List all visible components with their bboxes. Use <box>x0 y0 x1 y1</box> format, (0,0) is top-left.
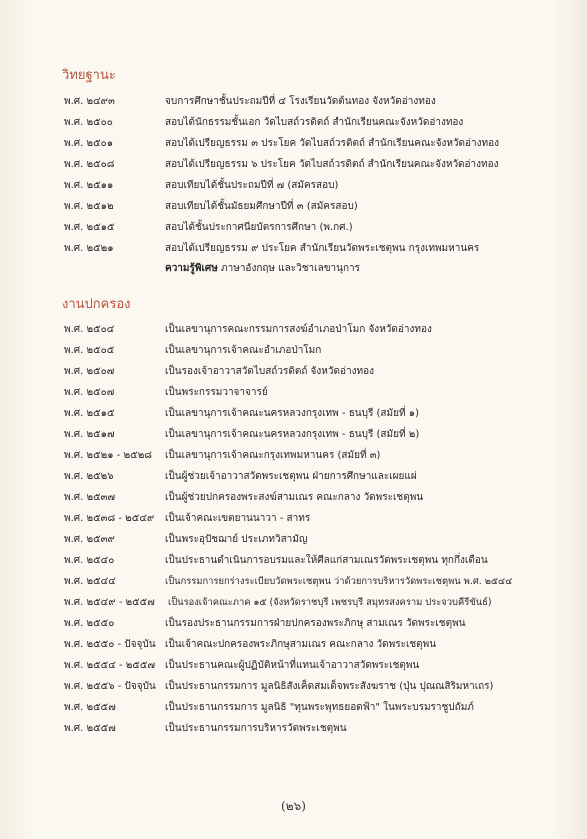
list-item <box>64 572 575 592</box>
page-number: (๒๖) <box>281 799 306 813</box>
year-label: พ.ศ. ๒๕๕๐ <box>64 618 115 629</box>
item-description: สอบเทียบได้ชั้นมัธยมศึกษาปีที่ ๓ (สมัครสอบ) <box>165 201 358 212</box>
item-description: เป็นพระกรรมวาจาจารย์ <box>165 387 268 398</box>
section-title-administration: งานปกครอง <box>62 297 131 312</box>
list-item <box>64 362 575 382</box>
item-description: เป็นผู้ช่วยเจ้าอาวาสวัดพระเชตุพน ฝ่ายการศึกษาและเผยแผ่ <box>165 471 417 482</box>
list-item <box>64 635 575 655</box>
list-item <box>64 320 575 340</box>
item-description: สอบได้เปรียญธรรม ๖ ประโยค วัดไบสถ์วรดิตถ์ สำนักเรียนคณะจังหวัดอ่างทอง <box>165 159 499 170</box>
item-description: เป็นพระอุปัชฌาย์ ประเภทวิสามัญ <box>165 534 308 545</box>
item-description: เป็นเลขานุการเจ้าคณะกรุงเทพมหานคร (สมัยที่ ๓) <box>165 450 381 461</box>
item-description: เป็นเลขานุการคณะกรรมการสงฆ์อำเภอป่าโมก จังหวัดอ่างทอง <box>165 324 432 335</box>
list-item <box>64 218 575 238</box>
item-description: เป็นเจ้าคณะเขตยานนาวา - สาทร <box>165 513 311 524</box>
item-description: เป็นประธานคณะผู้ปฏิบัติหน้าที่แทนเจ้าอาวาสวัดพระเชตุพน <box>165 660 420 671</box>
year-label: พ.ศ. ๒๕๑๗ <box>64 429 115 440</box>
list-item <box>64 113 575 133</box>
year-label: พ.ศ. ๒๕๐๘ <box>64 159 115 170</box>
item-description: เป็นรองเจ้าอาวาสวัดไบสถ์วรดิตถ์ จังหวัดอ่างทอง <box>165 366 374 377</box>
year-label: พ.ศ. ๒๕๒๖ <box>64 471 114 482</box>
year-label: พ.ศ. ๒๕๐๐ <box>64 117 113 128</box>
list-item <box>64 551 575 571</box>
section-title-qualifications: วิทยฐานะ <box>62 68 116 83</box>
year-label: พ.ศ. ๒๕๑๒ <box>64 201 114 212</box>
list-item <box>64 593 575 613</box>
list-item <box>64 698 575 718</box>
year-label: พ.ศ. ๒๕๐๑ <box>64 138 114 149</box>
item-description: สอบได้ชั้นประกาศนียบัตรการศึกษา (พ.กศ.) <box>165 222 353 233</box>
item-description: สอบได้เปรียญธรรม ๓ ประโยค วัดไบสถ์วรดิตถ์ สำนักเรียนคณะจังหวัดอ่างทอง <box>165 138 500 149</box>
special-knowledge-label: ความรู้พิเศษ <box>165 263 218 274</box>
year-label: พ.ศ. ๒๕๐๕ <box>64 345 115 356</box>
year-label: พ.ศ. ๒๕๓๙ <box>64 534 115 545</box>
year-label: พ.ศ. ๒๕๒๑ - ๒๕๒๘ <box>64 450 153 461</box>
list-item <box>64 259 575 279</box>
list-item <box>64 239 575 259</box>
list-item <box>64 677 575 697</box>
item-description: สอบได้เปรียญธรรม ๙ ประโยค สำนักเรียนวัดพระเชตุพน กรุงเทพมหานคร <box>165 243 480 254</box>
item-description: เป็นกรรมการยกร่างระเบียบวัดพระเชตุพน ว่าด้วยการบริหารวัดพระเชตุพน พ.ศ. ๒๕๔๔ <box>165 576 513 587</box>
year-label: พ.ศ. ๒๕๕๗ <box>64 702 116 713</box>
item-description: เป็นประธานกรรมการบริหารวัดพระเชตุพน <box>165 723 347 734</box>
list-item <box>64 197 575 217</box>
item-description: เป็นประธานดำเนินการอบรมและให้ศีลแก่สามเณรวัดพระเชตุพน ทุกกึ่งเดือน <box>165 555 488 566</box>
item-description: เป็นเลขานุการเจ้าคณะนครหลวงกรุงเทพ - ธนบุรี (สมัยที่ ๑) <box>165 408 420 419</box>
item-description: เป็นผู้ช่วยปกครองพระสงฆ์สามเณร คณะกลาง วัดพระเชตุพน <box>165 492 424 503</box>
year-label: พ.ศ. ๒๕๒๑ <box>64 243 114 254</box>
list-item <box>64 134 575 154</box>
item-description: เป็นประธานกรรมการ มูลนิธิ "ทุนพระพุทธยอดฟ้า" ในพระบรมราชูปถัมภ์ <box>165 702 474 713</box>
year-label: พ.ศ. ๒๕๔๔ <box>64 576 116 587</box>
list-item <box>64 467 575 487</box>
list-item <box>64 155 575 175</box>
year-label: พ.ศ. ๒๕๑๕ <box>64 222 115 233</box>
year-label: พ.ศ. ๒๕๑๑ <box>64 180 114 191</box>
special-knowledge-text: ภาษาอังกฤษ และวิชาเลขานุการ <box>217 263 361 274</box>
list-item <box>64 656 575 676</box>
list-item <box>64 176 575 196</box>
item-description: เป็นรองประธานกรรมการฝ่ายปกครองพระภิกษุ สามเณร วัดพระเชตุพน <box>165 618 466 629</box>
item-description: เป็นประธานกรรมการ มูลนิธิสังเค็ดสมเด็จพระสังฆราช (ปุ่น ปุณณสิริมหาเถร) <box>165 681 494 692</box>
year-label: พ.ศ. ๒๕๕๐ - ปัจจุบัน <box>64 639 156 650</box>
year-label: พ.ศ. ๒๕๕๗ <box>64 723 116 734</box>
item-description: จบการศึกษาชั้นประถมปีที่ ๔ โรงเรียนวัดต้นทอง จังหวัดอ่างทอง <box>165 96 436 107</box>
item-description: สอบเทียบได้ชั้นประถมปีที่ ๗ (สมัครสอบ) <box>165 180 339 191</box>
list-item <box>64 341 575 361</box>
list-item <box>64 446 575 466</box>
year-label: พ.ศ. ๒๔๙๓ <box>64 96 115 107</box>
year-label: พ.ศ. ๒๕๐๗ <box>64 366 115 377</box>
item-description: เป็นเลขานุการเจ้าคณะนครหลวงกรุงเทพ - ธนบุรี (สมัยที่ ๒) <box>165 429 420 440</box>
list-item <box>64 614 575 634</box>
year-label: พ.ศ. ๒๕๔๙ - ๒๕๕๗ <box>64 597 155 608</box>
year-label: พ.ศ. ๒๕๕๖ - ปัจจุบัน <box>64 681 156 692</box>
year-label: พ.ศ. ๒๕๑๕ <box>64 408 115 419</box>
list-item <box>64 488 575 508</box>
list-item <box>64 383 575 403</box>
item-description: เป็นเจ้าคณะปกครองพระภิกษุสามเณร คณะกลาง วัดพระเชตุพน <box>165 639 437 650</box>
year-label: พ.ศ. ๒๕๓๗ <box>64 492 115 503</box>
list-item <box>64 719 575 739</box>
year-label: พ.ศ. ๒๕๕๔ - ๒๕๕๗ <box>64 660 155 671</box>
list-item <box>64 425 575 445</box>
year-label: พ.ศ. ๒๕๓๘ - ๒๕๔๙ <box>64 513 155 524</box>
list-item <box>64 92 575 112</box>
year-label: พ.ศ. ๒๕๔๐ <box>64 555 115 566</box>
item-description: เป็นรองเจ้าคณะภาค ๑๕ (จังหวัดราชบุรี เพชรบุรี สมุทรสงคราม ประจวบคีรีขันธ์) <box>168 597 492 608</box>
list-item <box>64 509 575 529</box>
item-description: เป็นเลขานุการเจ้าคณะอำเภอป่าโมก <box>165 345 322 356</box>
item-description <box>165 259 360 279</box>
item-description: สอบได้นักธรรมชั้นเอก วัดไบสถ์วรดิตถ์ สำนักเรียนคณะจังหวัดอ่างทอง <box>165 117 464 128</box>
year-label: พ.ศ. ๒๕๐๗ <box>64 387 115 398</box>
list-item <box>64 530 575 550</box>
year-label: พ.ศ. ๒๕๐๔ <box>64 324 115 335</box>
list-item <box>64 404 575 424</box>
